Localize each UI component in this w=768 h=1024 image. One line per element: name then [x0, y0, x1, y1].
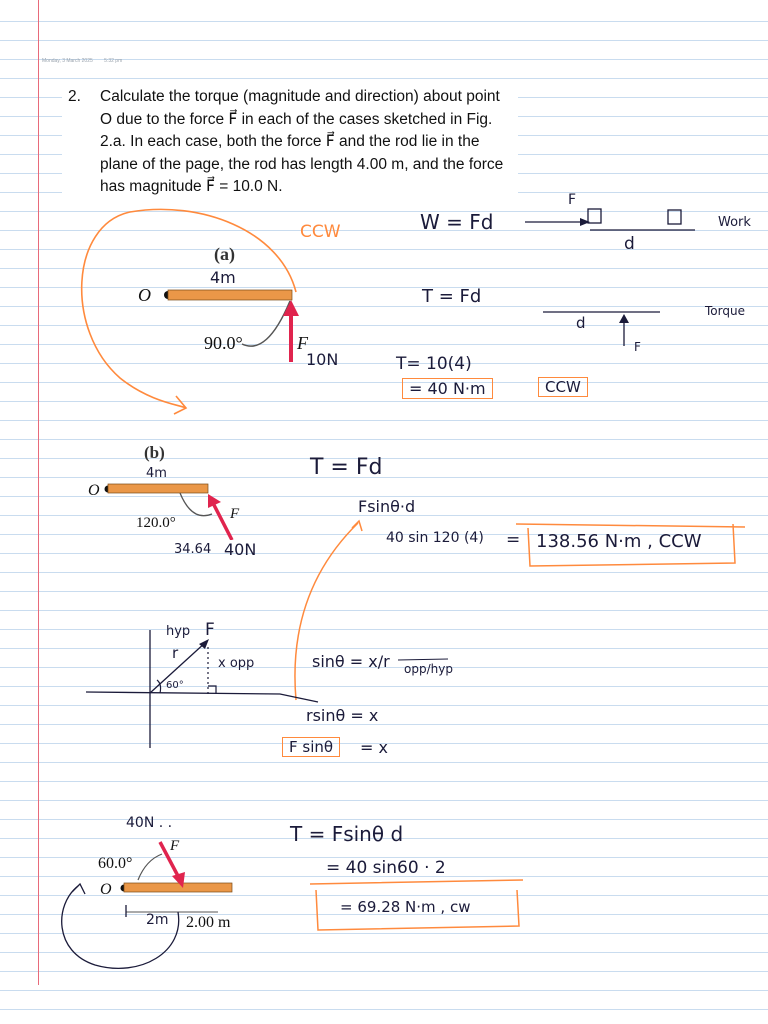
ccw-rotation-stroke [82, 209, 296, 408]
note-b-fsin: Fsinθ·d [358, 497, 416, 516]
angle-label: 90.0° [204, 333, 243, 353]
note-torque-label: Torque [705, 304, 745, 318]
note-tri-x: x opp [218, 656, 255, 671]
note-fsin-box: F sinθ [282, 737, 340, 757]
note-tri-angle: 60° [166, 680, 184, 691]
note-b-component: 34.64 [174, 542, 212, 557]
note-c-result: = 69.28 N·m , cw [340, 898, 471, 916]
angle-label: 120.0° [136, 515, 176, 531]
note-b-calc: 40 sin 120 (4) [386, 530, 484, 546]
force-label: F [230, 506, 240, 522]
note-a-length: 4m [210, 268, 236, 287]
link-stroke [295, 523, 358, 700]
time-text: 5:32 pm [104, 58, 123, 64]
note-tri-hyp: hyp [166, 624, 191, 639]
figure-b-label: (b) [144, 443, 165, 462]
problem-number: 2. [68, 88, 81, 105]
note-b-result: 138.56 N·m , CCW [536, 531, 702, 552]
note-tri-f: F [205, 620, 215, 640]
link-arrow-tip [352, 521, 362, 531]
note-sin-ratio: opp/hyp [404, 662, 453, 676]
angle-label: 60.0° [98, 855, 133, 872]
note-a-calc: T= 10(4) [396, 354, 472, 374]
note-b-eq: = [506, 530, 521, 550]
point-o-label: O [138, 285, 151, 305]
work-block-start [588, 209, 601, 223]
force-label: F [297, 333, 308, 353]
length-label: 2.00 m [186, 914, 231, 931]
note-b-formula: T = Fd [310, 455, 383, 480]
note-a-force: 10N [306, 350, 339, 369]
force-label: F [170, 838, 180, 854]
fraction-bar [398, 659, 448, 660]
note-work-label: Work [718, 215, 751, 230]
note-c-formula: T = Fsinθ d [290, 822, 404, 846]
note-torque-formula: T = Fd [422, 286, 482, 307]
date-text: Monday, 3 March 2025 [42, 58, 93, 64]
triangle-x-axis [86, 692, 318, 702]
note-rsin: rsinθ = x [306, 706, 379, 725]
figure-a-label: (a) [214, 244, 235, 264]
note-c-calc: = 40 sin60 · 2 [326, 858, 446, 878]
note-c-force: 40N . . [126, 815, 173, 831]
note-torque-f: F [634, 340, 641, 354]
point-o-label: O [88, 482, 100, 499]
torque-force-arrow-head [619, 314, 629, 323]
note-torque-d: d [576, 314, 586, 332]
note-work-d: d [624, 234, 635, 254]
note-work-f: F [568, 192, 577, 208]
note-ccw-top: CCW [300, 222, 341, 242]
note-fsin-eq: = x [360, 738, 388, 757]
note-a-result: = 40 N·m [402, 378, 493, 399]
work-block-end [668, 210, 681, 224]
note-b-force: 40N [224, 540, 257, 559]
problem-text: Calculate the torque (magnitude and direction) about point O due to the force F⃗ in each of the cases sketched in Fig. 2.a. In each case, both the force F⃗ and the rod lie in the plane of the page, the rod has length 4.00 m, and the force has magnitude F⃗ = 10.0 N. [100, 88, 504, 195]
note-c-length: 2m [146, 912, 169, 928]
note-b-length: 4m [146, 466, 167, 481]
point-o-label: O [100, 881, 112, 898]
note-tri-r: r [172, 644, 179, 662]
note-a-direction: CCW [538, 377, 588, 397]
note-sin-def: sinθ = x/r [312, 652, 390, 671]
note-work-formula: W = Fd [420, 210, 494, 234]
